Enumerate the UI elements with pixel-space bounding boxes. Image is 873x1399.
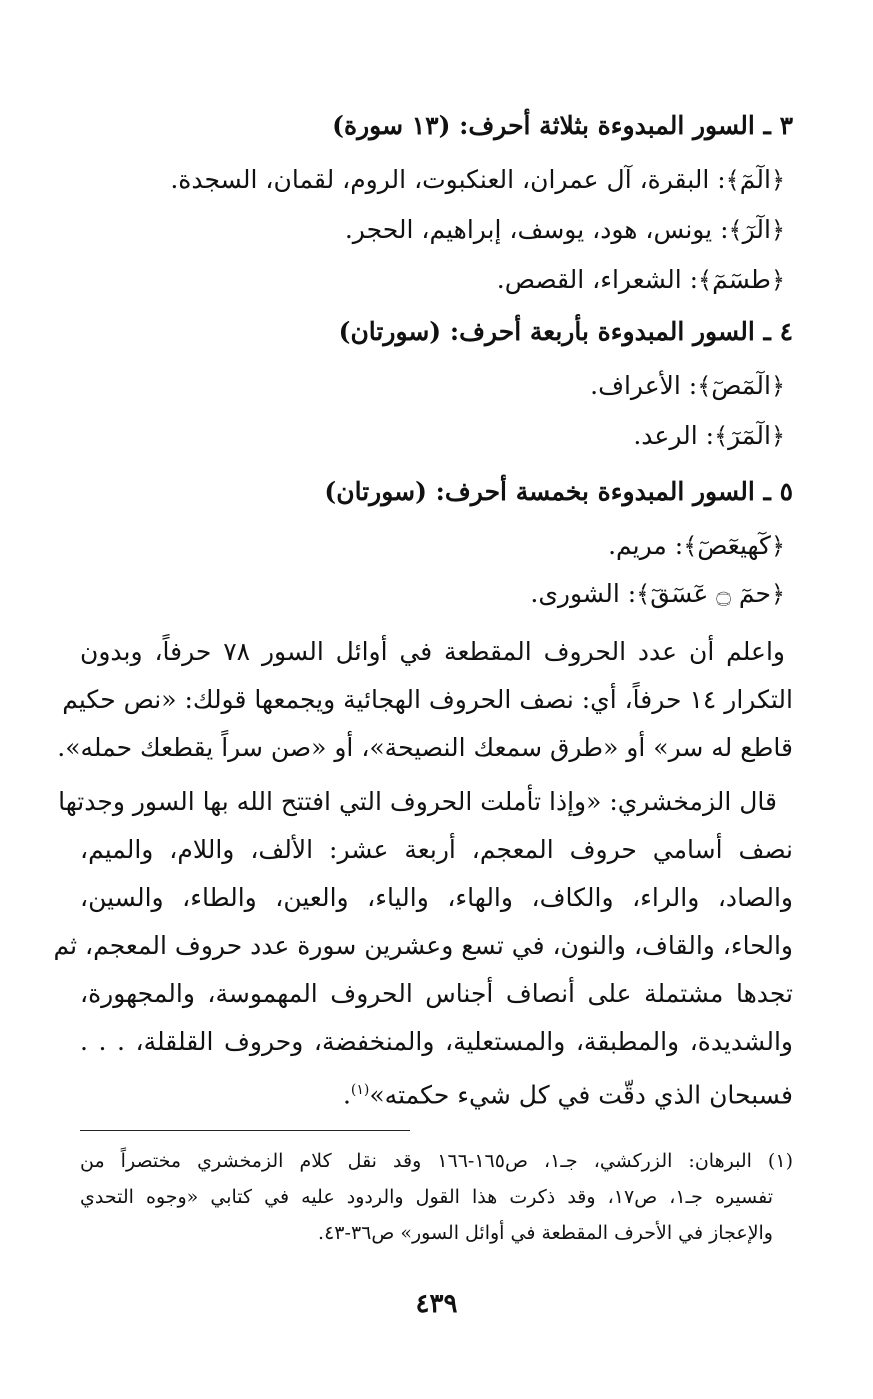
muqattaat-letters: الٓمٓ — [739, 165, 771, 194]
ornate-bracket-close: ﴾ — [698, 266, 713, 294]
paragraph-2-line-3: والصاد، والراء، والكاف، والهاء، والياء، والعين، والطاء، والسين، — [80, 883, 793, 912]
footnote-divider — [80, 1130, 410, 1131]
ornate-bracket-open: ﴿ — [770, 372, 785, 400]
section-4-heading: ٤ ـ السور المبدوءة بأربعة أحرف: (سورتان) — [338, 317, 793, 346]
muqattaat-letters: الٓرٓ — [742, 215, 771, 244]
surah-list: : يونس، هود، يوسف، إبراهيم، الحجر. — [344, 215, 729, 244]
paragraph-1-line-3: قاطع له سر» أو «طرق سمعك النصيحة»، أو «صن سراً يقطعك حمله». — [57, 733, 793, 762]
footnote-reference: (١) — [350, 1082, 370, 1098]
ornate-bracket-open: ﴿ — [770, 580, 785, 608]
ornate-bracket-close: ﴾ — [636, 580, 651, 608]
ornate-bracket-close: ﴾ — [714, 422, 729, 450]
ornate-bracket-open: ﴿ — [770, 532, 785, 560]
muqattaat-letters: الٓمٓرٓ — [728, 421, 771, 450]
paragraph-2-line-4: والحاء، والقاف، والنون، في تسع وعشرين سورة عدد حروف المعجم، ثم — [53, 931, 793, 960]
paragraph-2-closing-text: فسبحان الذي دقّت في كل شيء حكمته» — [369, 1080, 793, 1110]
ornate-bracket-open: ﴿ — [770, 266, 785, 294]
surah-list: : مريم. — [608, 531, 684, 560]
surah-list: : البقرة، آل عمران، العنكبوت، الروم، لقمان، السجدة. — [170, 165, 726, 194]
muqattaat-letters: طسٓمٓ — [712, 265, 771, 294]
paragraph-2-line-1: قال الزمخشري: «وإذا تأملت الحروف التي افتتح الله بها السور وجدتها — [58, 787, 777, 816]
muqattaat-letters: الٓمٓصٓ — [711, 371, 771, 400]
footnote-line-3: والإعجاز في الأحرف المقطعة في أوائل السور» ص٣٦-٤٣. — [318, 1222, 773, 1244]
section-5-heading: ٥ ـ السور المبدوءة بخمسة أحرف: (سورتان) — [324, 477, 793, 506]
paragraph-1-line-1: واعلم أن عدد الحروف المقطعة في أوائل السور ٧٨ حرفاً، وبدون — [80, 637, 785, 666]
closing-period: . — [342, 1080, 351, 1110]
ornate-bracket-open: ﴿ — [770, 166, 785, 194]
ornate-bracket-close: ﴾ — [683, 532, 698, 560]
surah-list: : الأعراف. — [590, 371, 698, 400]
ornate-bracket-close: ﴾ — [728, 216, 743, 244]
muqattaat-letters: كٓهيعٓصٓ — [697, 531, 771, 560]
paragraph-1-line-2: التكرار ١٤ حرفاً، أي: نصف الحروف الهجائية ويجمعها قولك: «نص حكيم — [62, 685, 793, 714]
muqattaat-letters: حمٓ ۝ عٓسٓقٓ — [650, 579, 771, 608]
section-5-item-2 — [530, 574, 785, 614]
surah-list: : الرعد. — [633, 421, 715, 450]
paragraph-2-line-7 — [343, 1070, 793, 1115]
section-5-item-1 — [608, 526, 785, 566]
paragraph-2-line-6: والشديدة، والمطبقة، والمستعلية، والمنخفضة، وحروف القلقلة، . . . — [80, 1027, 793, 1056]
surah-list: : الشعراء، القصص. — [496, 265, 699, 294]
section-4-item-2 — [633, 416, 785, 456]
section-3-item-3 — [497, 260, 785, 300]
section-3-item-1 — [170, 160, 785, 200]
ornate-bracket-open: ﴿ — [770, 422, 785, 450]
footnote-line-2: تفسيره جـ١، ص١٧، وقد ذكرت هذا القول والردود عليه في كتابي «وجوه التحدي — [80, 1186, 773, 1208]
ornate-bracket-close: ﴾ — [725, 166, 740, 194]
footnote-line-1: (١) البرهان: الزركشي، جـ١، ص١٦٥-١٦٦ وقد نقل كلام الزمخشري مختصراً من — [80, 1150, 793, 1172]
ornate-bracket-close: ﴾ — [697, 372, 712, 400]
section-3-heading: ٣ ـ السور المبدوءة بثلاثة أحرف: (١٣ سورة) — [332, 111, 793, 140]
section-3-item-2 — [345, 210, 785, 250]
surah-list: : الشورى. — [530, 579, 637, 608]
paragraph-2-line-2: نصف أسامي حروف المعجم، أربعة عشر: الألف، واللام، والميم، — [80, 835, 793, 864]
paragraph-2-line-5: تجدها مشتملة على أنصاف أجناس الحروف المهموسة، والمجهورة، — [80, 979, 793, 1008]
section-4-item-1 — [590, 366, 785, 406]
ornate-bracket-open: ﴿ — [770, 216, 785, 244]
page-number: ٤٣٩ — [415, 1289, 458, 1319]
